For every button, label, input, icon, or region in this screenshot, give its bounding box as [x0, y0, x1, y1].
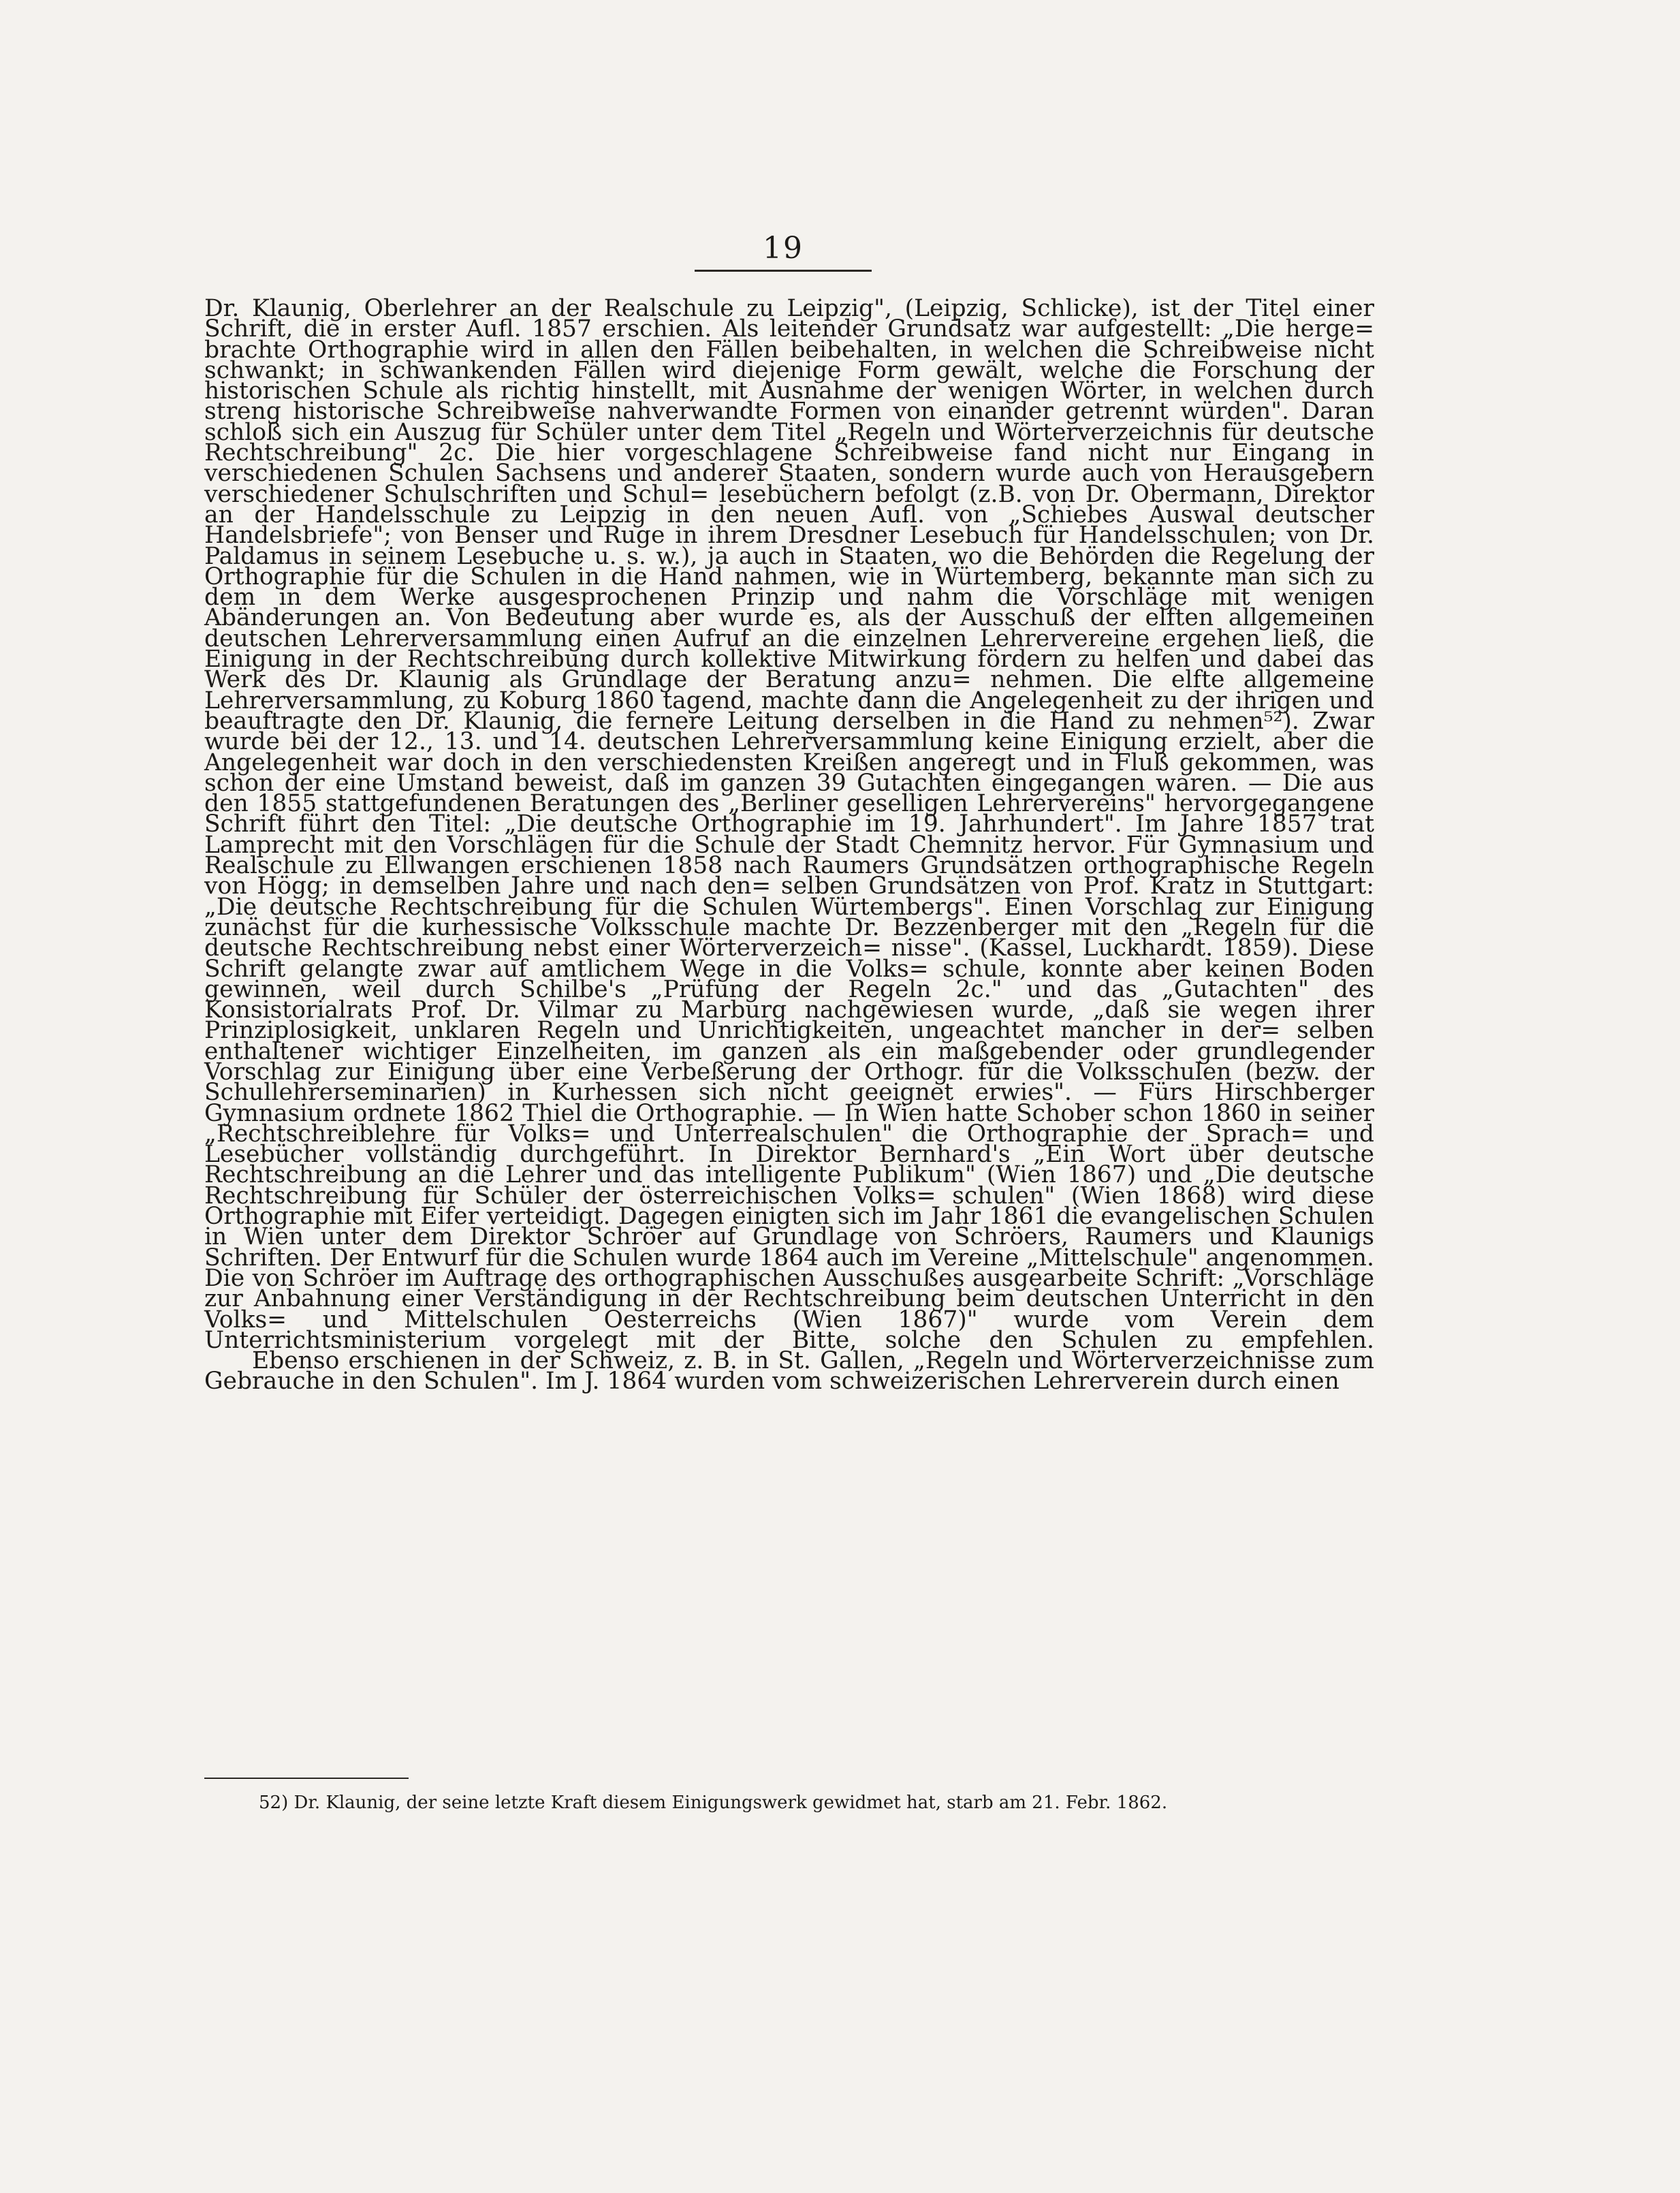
page-number-rule	[695, 270, 872, 272]
body-text	[204, 295, 1374, 1395]
footnote: 52) Dr. Klaunig, der seine letzte Kraft diesem Einigungswerk gewidmet hat, starb am 21. Febr. 1862.	[259, 1793, 1168, 1813]
footnote-rule	[204, 1778, 409, 1779]
page-number: 19	[763, 231, 804, 266]
paragraph: Ebenso erschienen in der Schweiz, z. B. in St. Gallen, „Regeln und Wörterverzeichnisse zum Gebrauche in den Schulen". Im J. 1864 wurden vom schweizerischen Lehrerverein durch einen	[204, 1347, 1374, 1395]
paragraph: Dr. Klaunig, Oberlehrer an der Realschule zu Leipzig", (Leipzig, Schlicke), ist der Titel einer Schrift, die in erster Aufl. 1857 erschien. Als leitender Grundsatz war aufgestellt: „Die herge= brachte Orthographie wird in allen den Fällen beibehalten, in welchen die Schreibweise nicht schwankt; in schwankenden Fällen wird diejenige Form gewält, welche die Forschung der historischen Schule als richtig hinstellt, mit Ausnahme der wenigen Wörter, in welchen durch streng historische Schreibweise nahverwandte Formen von einander getrennt würden". Daran schloß sich ein Auszug für Schüler unter dem Titel „Regeln und Wörterverzeichnis für deutsche Rechtschreibung" 2c. Die hier vorgeschlagene Schreibweise fand nicht nur Eingang in verschiedenen Schulen Sachsens und anderer Staaten, sondern wurde auch von Herausgebern verschiedener Schulschriften und Schul= lesebüchern befolgt (z.B. von Dr. Obermann, Direktor an der Handelsschule zu Leipzig in den neuen Aufl. von „Schiebes Auswal deutscher Handelsbriefe"; von Benser und Ruge in ihrem Dresdner Lesebuch für Handelsschulen; von Dr. Paldamus in seinem Lesebuche u. s. w.), ja auch in Staaten, wo die Behörden die Regelung der Orthographie für die Schulen in die Hand nahmen, wie in Würtemberg, bekannte man sich zu dem in dem Werke ausgesprochenen Prinzip und nahm die Vorschläge mit wenigen Abänderungen an. Von Bedeutung aber wurde es, als der Ausschuß der elften allgemeinen deutschen Lehrerversammlung einen Aufruf an die einzelnen Lehrervereine ergehen ließ, die Einigung in der Rechtschreibung durch kollektive Mitwirkung fördern zu helfen und dabei das Werk des Dr. Klaunig als Grundlage der Beratung anzu= nehmen. Die elfte allgemeine Lehrerversammlung, zu Koburg 1860 tagend, machte dann die Angelegenheit zu der ihrigen und beauftragte den Dr. Klaunig, die fernere Leitung derselben in die Hand zu nehmen⁵²). Zwar wurde bei der 12., 13. und 14. deutschen Lehrerversammlung keine Einigung erzielt, aber die Angelegenheit war doch in den verschiedensten Kreißen angeregt und in Fluß gekommen, was schon der eine Umstand beweist, daß im ganzen 39 Gutachten eingegangen waren. — Die aus den 1855 stattgefundenen Beratungen des „Berliner geselligen Lehrervereins" hervorgegangene Schrift führt den Titel: „Die deutsche Orthographie im 19. Jahrhundert". Im Jahre 1857 trat Lamprecht mit den Vorschlägen für die Schule der Stadt Chemnitz hervor. Für Gymnasium und Realschule zu Ellwangen erschienen 1858 nach Raumers Grundsätzen orthographische Regeln von Högg; in demselben Jahre und nach den= selben Grundsätzen von Prof. Kratz in Stuttgart: „Die deutsche Rechtschreibung für die Schulen Würtembergs". Einen Vorschlag zur Einigung zunächst für die kurhessische Volksschule machte Dr. Bezzenberger mit den „Regeln für die deutsche Rechtschreibung nebst einer Wörterverzeich= nisse". (Kassel, Luckhardt. 1859). Diese Schrift gelangte zwar auf amtlichem Wege in die Volks= schule, konnte aber keinen Boden gewinnen, weil durch Schilbe's „Prüfung der Regeln 2c." und das „Gutachten" des Konsistorialrats Prof. Dr. Vilmar zu Marburg nachgewiesen wurde, „daß sie wegen ihrer Prinziplosigkeit, unklaren Regeln und Unrichtigkeiten, ungeachtet mancher in der= selben enthaltener wichtiger Einzelheiten, im ganzen als ein maßgebender oder grundlegender Vorschlag zur Einigung über eine Verbeßerung der Orthogr. für die Volksschulen (bezw. der Schullehrerseminarien) in Kurhessen sich nicht geeignet erwies". — Fürs Hirschberger Gymnasium ordnete 1862 Thiel die Orthographie. — In Wien hatte Schober schon 1860 in seiner „Rechtschreiblehre für Volks= und Unterrealschulen" die Orthographie der Sprach= und Lesebücher vollständig durchgeführt. In Direktor Bernhard's „Ein Wort über deutsche Rechtschreibung an die Lehrer und das intelligente Publikum" (Wien 1867) und „Die deutsche Rechtschreibung für Schüler der österreichischen Volks= schulen" (Wien 1868) wird diese Orthographie mit Eifer verteidigt. Dagegen einigten sich im Jahr 1861 die evangelischen Schulen in Wien unter dem Direktor Schröer auf Grundlage von Schröers, Raumers und Klaunigs Schriften. Der Entwurf für die Schulen wurde 1864 auch im Vereine „Mittelschule" angenommen. Die von Schröer im Auftrage des orthographischen Ausschußes ausgearbeite Schrift: „Vorschläge zur Anbahnung einer Verständigung in der Rechtschreibung beim deutschen Unterricht in den Volks= und Mittelschulen Oesterreichs (Wien 1867)" wurde vom Verein dem Unterrichtsministerium vorgelegt mit der Bitte, solche den Schulen zu empfehlen.	[204, 295, 1374, 1354]
